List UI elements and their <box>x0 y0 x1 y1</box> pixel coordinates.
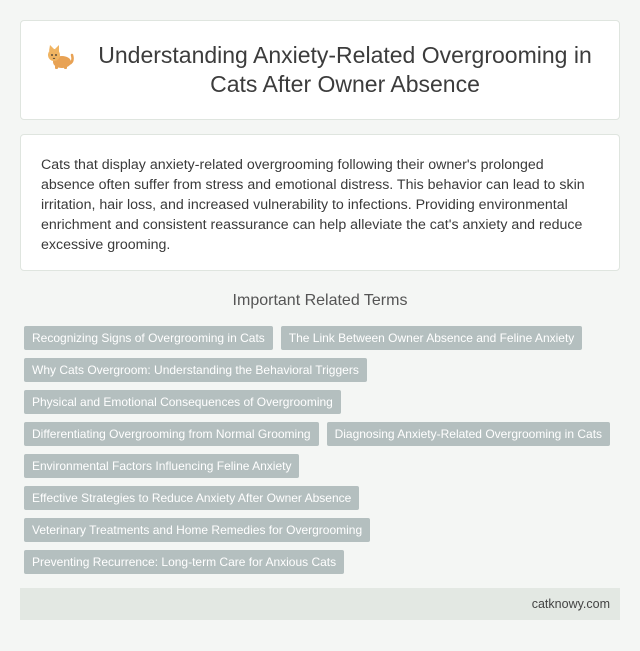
summary-text: Cats that display anxiety-related overgrooming following their owner's prolonged absence often suffer from stress and emotional distress. This behavior can lead to skin irritation, hair loss, and increased vulnerability to infections. Providing environmental enrichment and consistent reassurance can help alleviate the cat's anxiety and reduce excessive grooming. <box>41 157 585 253</box>
footer-site-link[interactable]: catknowy.com <box>531 597 610 611</box>
summary-card <box>20 134 620 271</box>
term-tag[interactable]: Veterinary Treatments and Home Remedies for Overgrooming <box>24 518 370 542</box>
term-tag[interactable]: Physical and Emotional Consequences of Overgrooming <box>24 390 341 414</box>
page-title: Understanding Anxiety-Related Overgrooming in Cats After Owner Absence <box>98 42 592 97</box>
term-tag[interactable]: Effective Strategies to Reduce Anxiety After Owner Absence <box>24 486 359 510</box>
term-tag[interactable]: Differentiating Overgrooming from Normal Grooming <box>24 422 319 446</box>
term-tag[interactable]: Preventing Recurrence: Long-term Care for Anxious Cats <box>24 550 344 574</box>
footer <box>20 588 620 620</box>
related-terms-list <box>20 323 620 579</box>
related-terms-heading: Important Related Terms <box>232 292 408 309</box>
title-card <box>20 20 620 120</box>
cat-icon <box>45 44 75 70</box>
title-row <box>45 41 595 99</box>
term-tag[interactable]: Diagnosing Anxiety-Related Overgrooming in Cats <box>327 422 610 446</box>
term-tag[interactable]: Recognizing Signs of Overgrooming in Cats <box>24 326 273 350</box>
term-tag[interactable]: The Link Between Owner Absence and Feline Anxiety <box>281 326 583 350</box>
term-tag[interactable]: Environmental Factors Influencing Feline Anxiety <box>24 454 299 478</box>
term-tag[interactable]: Why Cats Overgroom: Understanding the Behavioral Triggers <box>24 358 367 382</box>
